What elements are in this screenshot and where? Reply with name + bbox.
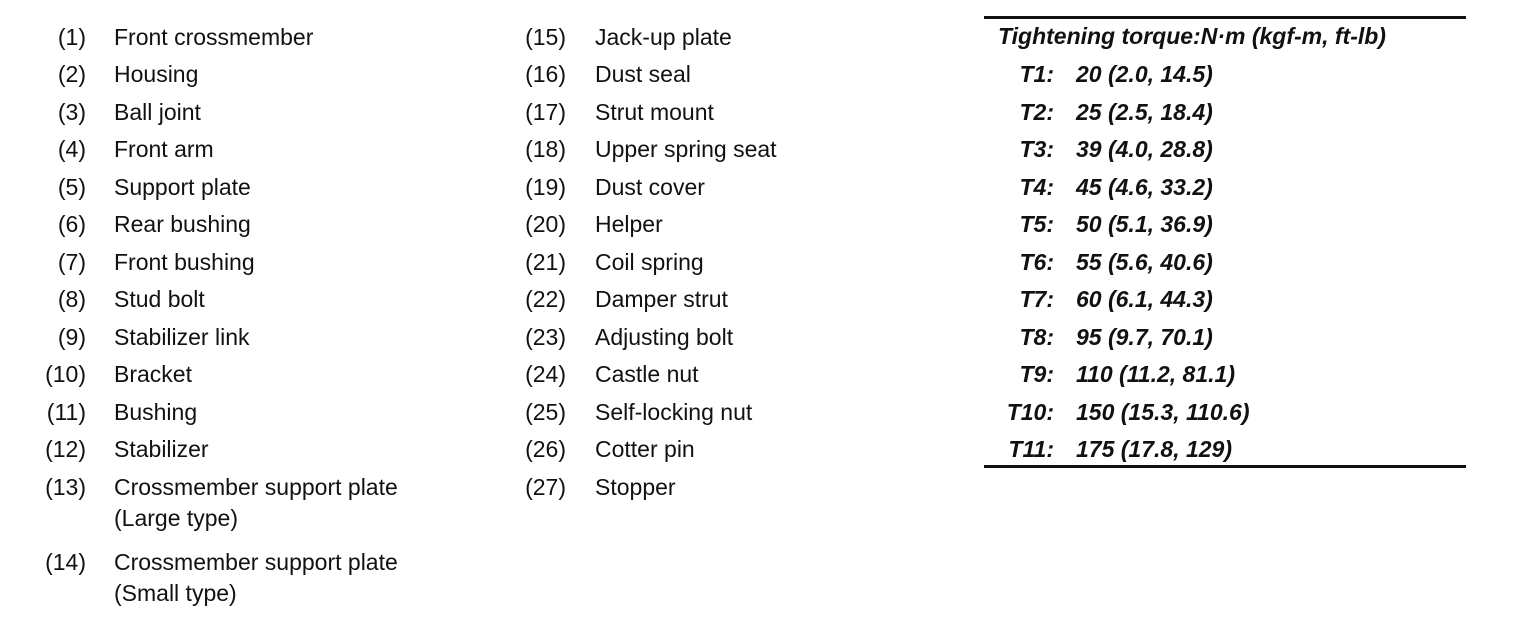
part-number: (10) (45, 361, 86, 387)
torque-value: 45 (4.6, 33.2) (1076, 174, 1213, 200)
part-number: (19) (525, 174, 566, 200)
torque-code: T6: (1019, 249, 1054, 275)
part-name-note: (Small type) (114, 580, 237, 606)
part-number: (3) (57, 99, 86, 125)
part-number: (26) (525, 436, 566, 462)
part-number: (24) (525, 361, 566, 387)
part-name: Jack-up plate (595, 24, 732, 50)
torque-table (984, 16, 1466, 468)
part-name: Housing (114, 61, 199, 87)
part-number: (20) (525, 211, 566, 237)
part-name: Castle nut (595, 361, 699, 387)
torque-code: T5: (1019, 211, 1054, 237)
part-number: (15) (525, 24, 566, 50)
torque-code: T3: (1019, 136, 1054, 162)
part-number: (11) (46, 399, 86, 425)
part-number: (22) (525, 286, 566, 312)
torque-value: 55 (5.6, 40.6) (1076, 249, 1213, 275)
part-number: (4) (57, 136, 86, 162)
part-number: (7) (57, 249, 86, 275)
torque-value: 50 (5.1, 36.9) (1076, 211, 1213, 237)
part-number: (9) (57, 324, 86, 350)
torque-value: 60 (6.1, 44.3) (1076, 286, 1213, 312)
part-number: (12) (45, 436, 86, 462)
part-number: (16) (525, 61, 566, 87)
part-number: (27) (525, 474, 566, 500)
part-number: (23) (525, 324, 566, 350)
part-name: Rear bushing (114, 211, 251, 237)
torque-value: 25 (2.5, 18.4) (1076, 99, 1213, 125)
part-number: (21) (525, 249, 566, 275)
part-name: Front crossmember (114, 24, 314, 50)
torque-value: 95 (9.7, 70.1) (1076, 324, 1213, 350)
part-name: Damper strut (595, 286, 728, 312)
torque-code: T1: (1019, 61, 1054, 87)
torque-code: T4: (1019, 174, 1054, 200)
part-number: (2) (57, 61, 86, 87)
part-name: Ball joint (114, 99, 201, 125)
part-number: (14) (45, 549, 86, 575)
part-number: (18) (525, 136, 566, 162)
part-name: Upper spring seat (595, 136, 777, 162)
part-name: Bracket (114, 361, 192, 387)
part-number: (13) (45, 474, 86, 500)
part-name: Cotter pin (595, 436, 695, 462)
torque-code: T9: (1019, 361, 1054, 387)
part-name: Crossmember support plate (114, 549, 398, 575)
part-name: Self-locking nut (595, 399, 753, 425)
table-top-rule (984, 16, 1466, 19)
part-name: Crossmember support plate (114, 474, 398, 500)
torque-value: 39 (4.0, 28.8) (1076, 136, 1213, 162)
part-name: Stabilizer (114, 436, 209, 462)
torque-value: 150 (15.3, 110.6) (1076, 399, 1250, 425)
part-number: (8) (57, 286, 86, 312)
part-name: Dust cover (595, 174, 705, 200)
torque-value: 20 (2.0, 14.5) (1076, 61, 1213, 87)
part-name: Support plate (114, 174, 251, 200)
torque-code: T8: (1019, 324, 1054, 350)
table-bottom-rule (984, 465, 1466, 468)
torque-code: T11: (1008, 436, 1054, 462)
part-name: Helper (595, 211, 663, 237)
part-number: (1) (57, 24, 86, 50)
part-name: Stabilizer link (114, 324, 250, 350)
part-name: Coil spring (595, 249, 704, 275)
part-name: Dust seal (595, 61, 691, 87)
part-number: (6) (57, 211, 86, 237)
part-name: Stud bolt (114, 286, 205, 312)
part-number: (25) (525, 399, 566, 425)
torque-value: 110 (11.2, 81.1) (1076, 361, 1235, 387)
torque-value: 175 (17.8, 129) (1076, 436, 1233, 462)
torque-code: T2: (1019, 99, 1054, 125)
part-name: Bushing (114, 399, 198, 425)
part-name-note: (Large type) (114, 505, 239, 531)
torque-table-title: Tightening torque:N·m (kgf-m, ft-lb) (998, 23, 1386, 49)
part-name: Front bushing (114, 249, 255, 275)
part-name: Adjusting bolt (595, 324, 734, 350)
part-name: Front arm (114, 136, 214, 162)
torque-code: T7: (1019, 286, 1054, 312)
part-number: (17) (525, 99, 566, 125)
part-name: Strut mount (595, 99, 714, 125)
torque-code: T10: (1006, 399, 1054, 425)
part-number: (5) (57, 174, 86, 200)
part-name: Stopper (595, 474, 676, 500)
